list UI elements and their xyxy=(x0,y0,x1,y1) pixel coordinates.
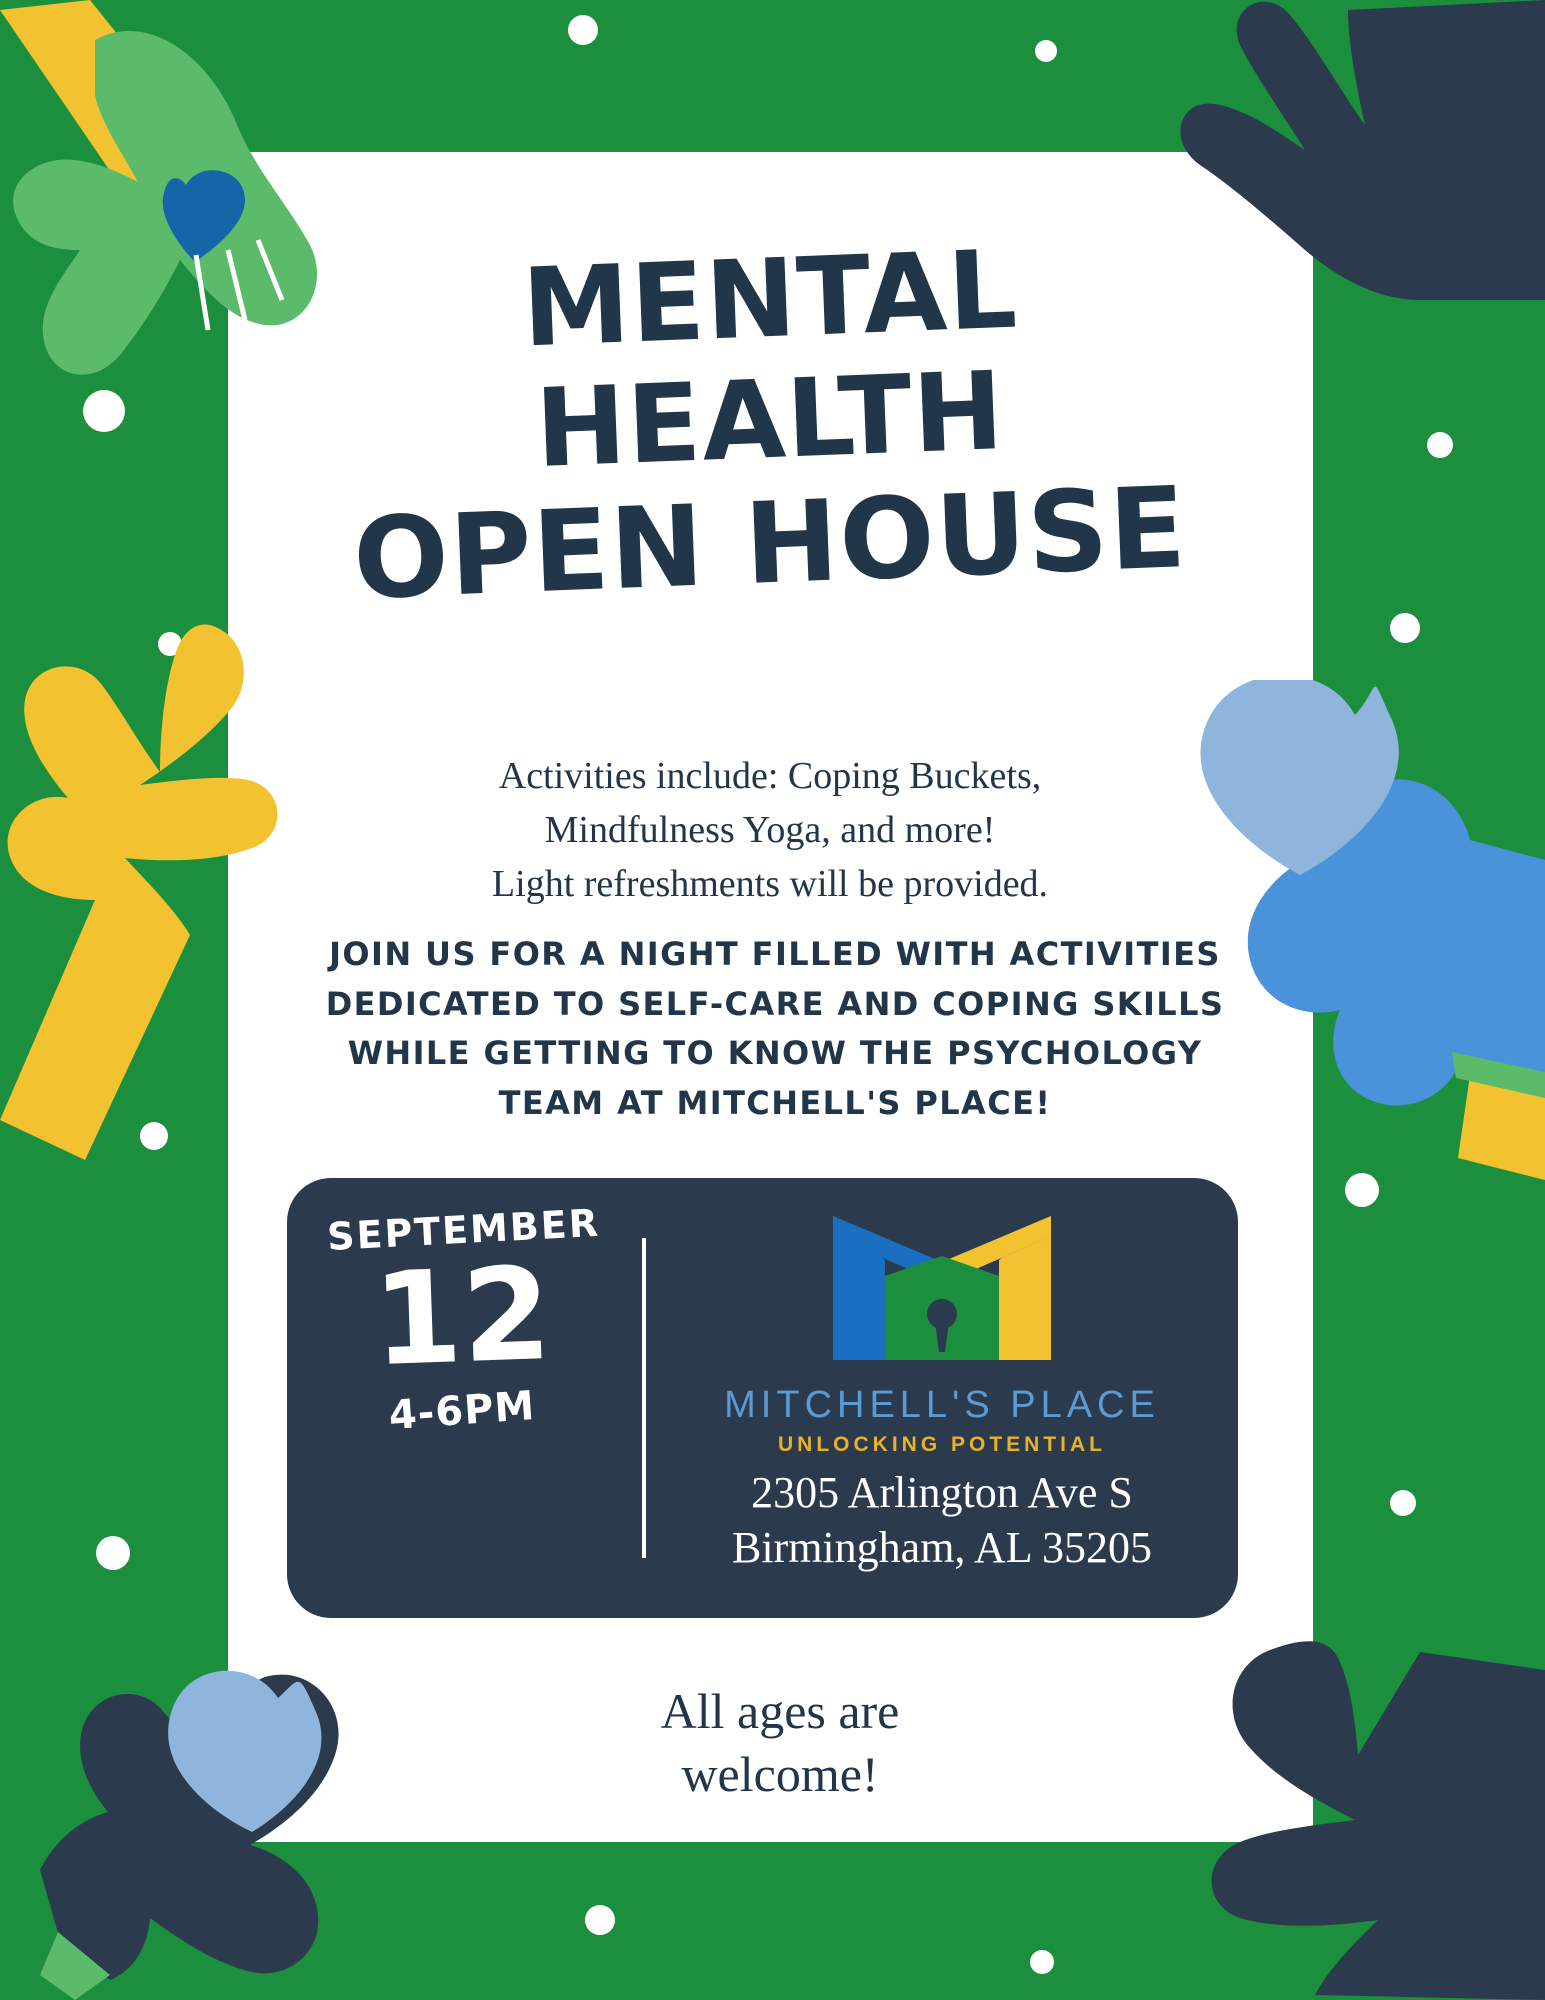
card-divider xyxy=(642,1238,646,1558)
venue-block xyxy=(677,1210,1207,1575)
venue-address-line-1: 2305 Arlington Ave S xyxy=(751,1468,1133,1517)
event-month: SEPTEMBER xyxy=(326,1200,602,1260)
headline-line-1: MENTAL xyxy=(520,227,1020,372)
footer-line-1: All ages are xyxy=(660,1683,900,1739)
event-time: 4-6PM xyxy=(387,1382,537,1440)
decorative-dot xyxy=(568,15,598,45)
hand-bottom-left-icon xyxy=(40,1640,420,2000)
decorative-dot xyxy=(1390,613,1420,643)
mitchells-place-logo-icon xyxy=(827,1210,1057,1370)
headline-line-2: HEALTH xyxy=(533,349,1007,492)
decorative-dot xyxy=(1030,1950,1054,1974)
hand-bottom-right-icon xyxy=(1110,1630,1545,2000)
brand-tagline: UNLOCKING POTENTIAL xyxy=(778,1433,1106,1456)
brand-name: MITCHELL'S PLACE xyxy=(724,1384,1160,1426)
activities-block xyxy=(280,750,1260,912)
footer-note xyxy=(430,1680,1130,1805)
activities-line-1: Activities include: Coping Buckets, xyxy=(498,755,1042,797)
decorative-dot xyxy=(1427,432,1453,458)
event-details-card xyxy=(287,1178,1238,1618)
venue-address-line-2: Birmingham, AL 35205 xyxy=(731,1523,1153,1572)
headline-line-3: OPEN HOUSE xyxy=(350,462,1189,625)
decorative-dot xyxy=(1035,40,1057,62)
activities-line-2: Mindfulness Yoga, and more! xyxy=(544,808,996,851)
page-title xyxy=(250,227,1290,625)
footer-line-2: welcome! xyxy=(681,1745,879,1802)
hand-left-icon xyxy=(0,600,310,1220)
decorative-dot xyxy=(96,1536,130,1570)
event-day: 12 xyxy=(370,1239,554,1396)
event-date-block xyxy=(326,1200,602,1440)
decorative-dot xyxy=(585,1905,615,1935)
activities-line-3: Light refreshments will be provided. xyxy=(491,862,1049,905)
decorative-dot xyxy=(1390,1490,1416,1516)
event-description: JOIN US FOR A NIGHT FILLED WITH ACTIVITIES DEDICATED TO SELF-CARE AND COPING SKILLS WHILE GETTING TO KNOW THE PSYCHOLOGY TEAM AT MITCHELL'S PLACE! xyxy=(325,935,1225,1122)
